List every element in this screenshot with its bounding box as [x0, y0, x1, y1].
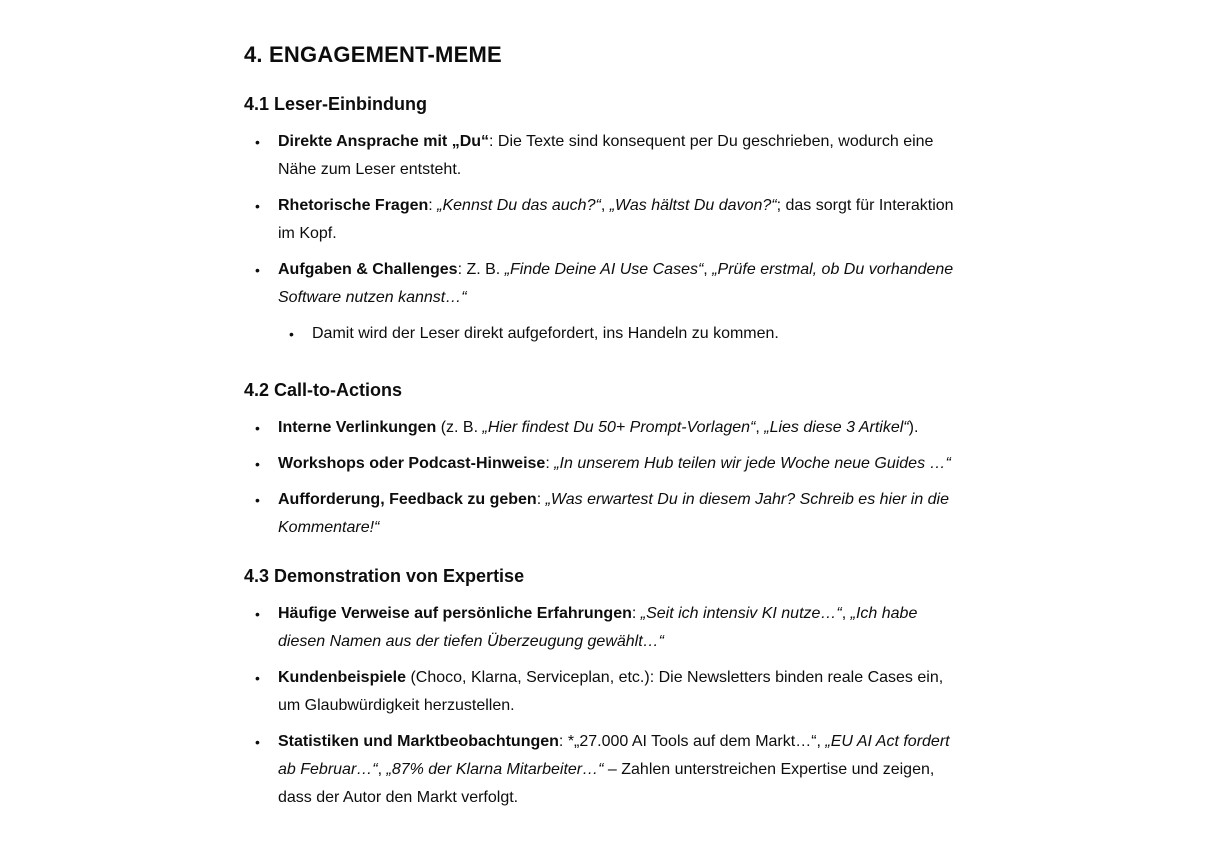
bullet-list — [244, 128, 968, 356]
text-segment: „Was erwartest Du in diesem Jahr? Schreib es hier in die Kommentare!“ — [278, 491, 950, 536]
list-item-text — [278, 414, 968, 442]
text-segment: Rhetorische Fragen — [278, 197, 429, 214]
text-segment: , — [755, 419, 765, 436]
text-segment: – Zahlen unterstreichen Expertise und zeigen, dass der Autor den Markt verfolgt. — [278, 761, 935, 806]
text-segment: : — [545, 455, 555, 472]
text-segment: , — [377, 761, 387, 778]
list-item-text — [278, 128, 968, 184]
text-segment: „Hier findest Du 50+ Prompt-Vorlagen“ — [482, 419, 756, 436]
document-sections — [244, 92, 968, 812]
text-segment: „Was hältst Du davon?“ — [609, 197, 777, 214]
document — [244, 0, 968, 812]
list-item-text — [312, 320, 968, 348]
text-segment: (z. B. — [436, 419, 483, 436]
bullet-icon: • — [255, 492, 260, 508]
list-item-text — [278, 728, 968, 812]
list-item — [244, 728, 968, 812]
text-segment: Kundenbeispiele — [278, 669, 407, 686]
text-segment: „Finde Deine AI Use Cases“ — [504, 261, 704, 278]
list-item — [244, 414, 968, 442]
text-segment: ). — [908, 419, 919, 436]
text-segment: , — [703, 261, 713, 278]
bullet-icon: • — [255, 606, 260, 622]
list-item — [244, 600, 968, 656]
list-item — [244, 664, 968, 720]
text-segment: Direkte Ansprache mit „Du“ — [278, 133, 490, 150]
list-item — [278, 320, 968, 348]
text-segment: Aufforderung, Feedback zu geben — [278, 491, 537, 508]
list-item — [244, 256, 968, 356]
list-item — [244, 486, 968, 542]
list-item-text — [278, 450, 968, 478]
bullet-icon: • — [255, 734, 260, 750]
list-item-text — [278, 664, 968, 720]
bullet-icon: • — [255, 198, 260, 214]
bullet-list — [244, 600, 968, 812]
text-segment: : — [536, 491, 546, 508]
text-segment: Aufgaben & Challenges — [278, 261, 458, 278]
text-segment: ; das sorgt für Interaktion im Kopf. — [278, 197, 954, 242]
text-segment: , — [841, 605, 851, 622]
text-segment: : Die Texte sind konsequent per Du geschrieben, wodurch eine Nähe zum Leser entsteht. — [278, 133, 934, 178]
text-segment: Statistiken und Marktbeobachtungen — [278, 733, 559, 750]
text-segment: „Seit ich intensiv KI nutze…“ — [640, 605, 842, 622]
list-item — [244, 192, 968, 248]
list-item-text — [278, 486, 968, 542]
text-segment: (Choco, Klarna, Serviceplan, etc.): Die Newsletters binden reale Cases ein, um Glaubwürdigkeit herzustellen. — [278, 669, 944, 714]
text-segment: „In unserem Hub teilen wir jede Woche neue Guides …“ — [554, 455, 951, 472]
nested-bullet-list — [278, 320, 968, 348]
text-segment: , — [600, 197, 610, 214]
bullet-icon: • — [255, 670, 260, 686]
text-segment: „Ich habe diesen Namen aus der tiefen Überzeugung gewählt…“ — [278, 605, 918, 650]
bullet-icon: • — [255, 420, 260, 436]
bullet-icon: • — [255, 456, 260, 472]
bullet-icon: • — [255, 262, 260, 278]
list-item-text — [278, 600, 968, 656]
text-segment: : Z. B. — [457, 261, 505, 278]
page-title: 4. ENGAGEMENT-MEME — [244, 42, 502, 67]
section-heading: 4.2 Call-to-Actions — [244, 380, 403, 400]
bullet-icon: • — [255, 134, 260, 150]
section-heading: 4.1 Leser-Einbindung — [244, 94, 428, 114]
bullet-icon: • — [289, 326, 294, 342]
text-segment: Häufige Verweise auf persönliche Erfahrungen — [278, 605, 632, 622]
section-heading: 4.3 Demonstration von Expertise — [244, 566, 525, 586]
text-segment: „Kennst Du das auch?“ — [437, 197, 601, 214]
text-segment: „87% der Klarna Mitarbeiter…“ — [386, 761, 604, 778]
text-segment: : — [428, 197, 438, 214]
text-segment: Workshops oder Podcast-Hinweise — [278, 455, 546, 472]
text-segment: : — [631, 605, 641, 622]
list-item-text — [278, 256, 968, 356]
text-segment: Damit wird der Leser direkt aufgefordert, ins Handeln zu kommen. — [312, 325, 779, 342]
text-segment: „Lies diese 3 Artikel“ — [764, 419, 909, 436]
text-segment: „EU AI Act fordert ab Februar…“ — [278, 733, 950, 778]
list-item — [244, 450, 968, 478]
text-segment: „Prüfe erstmal, ob Du vorhandene Software nutzen kannst…“ — [278, 261, 954, 306]
bullet-list — [244, 414, 968, 542]
list-item — [244, 128, 968, 184]
text-segment: : *„27.000 AI Tools auf dem Markt…“, — [558, 733, 826, 750]
list-item-text — [278, 192, 968, 248]
text-segment: Interne Verlinkungen — [278, 419, 437, 436]
